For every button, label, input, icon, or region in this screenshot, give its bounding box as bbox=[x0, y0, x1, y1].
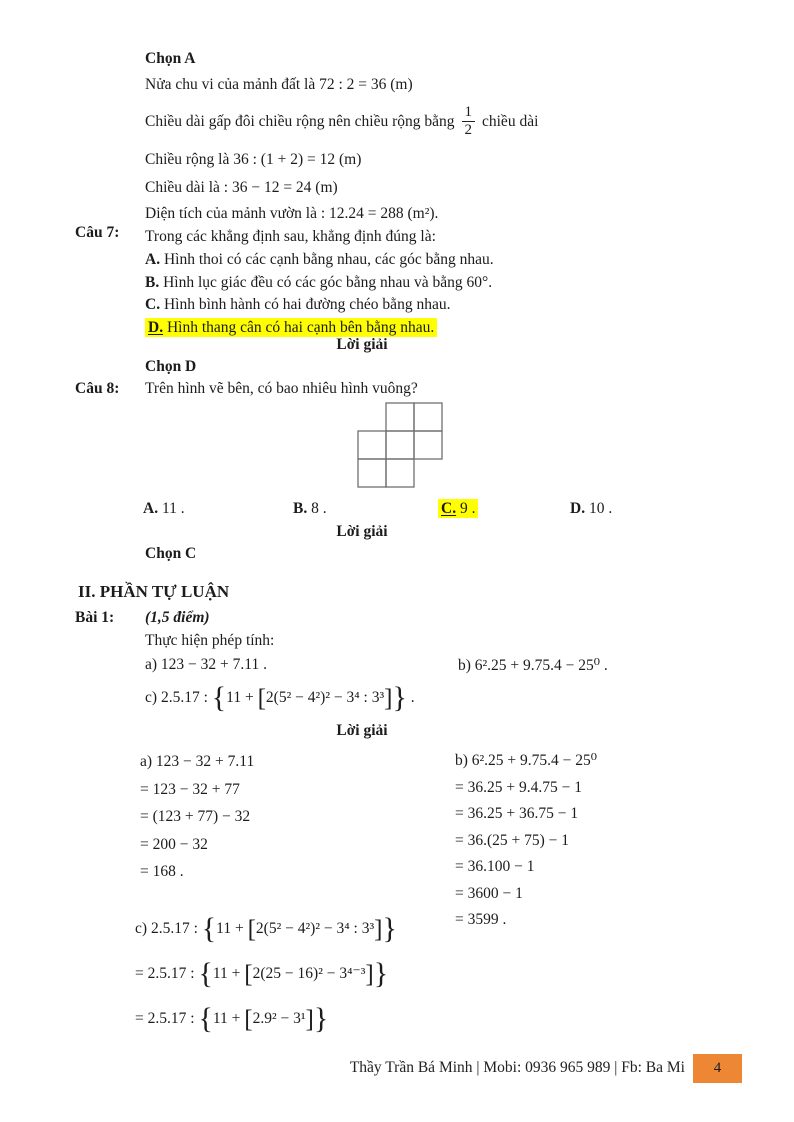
q6-solution-line-5: Diện tích của mảnh vườn là : 12.24 = 288 (m²). bbox=[145, 205, 439, 222]
q8-option-b bbox=[293, 500, 327, 518]
q8-options-row bbox=[0, 500, 794, 524]
option-text: Hình thang cân có hai cạnh bên bằng nhau. bbox=[166, 319, 435, 337]
math-line: = 123 − 32 + 77 bbox=[140, 780, 240, 798]
loi-giai-heading: Lời giải bbox=[336, 523, 388, 540]
fraction-line-after: chiều dài bbox=[482, 112, 539, 130]
solution-a-column bbox=[140, 748, 254, 886]
math-line: = 2.5.17 : {11 + [2(25 − 16)² − 3⁴⁻³]} bbox=[135, 957, 389, 990]
q8-option-d bbox=[570, 500, 612, 518]
loi-giai-heading: Lời giải bbox=[336, 336, 388, 353]
solution-b-column bbox=[455, 748, 597, 934]
q6-solution-line-4: Chiều dài là : 36 − 12 = 24 (m) bbox=[145, 179, 338, 196]
page-number-badge: 4 bbox=[693, 1054, 742, 1083]
squares-figure bbox=[357, 402, 443, 493]
exercise-1-points: (1,5 điểm) bbox=[145, 609, 210, 626]
option-letter: C. bbox=[145, 296, 161, 314]
q7-option-b bbox=[145, 272, 735, 295]
exercise-part-b: b) 6².25 + 9.75.4 − 25⁰ . bbox=[458, 657, 608, 674]
option-text: 9 . bbox=[459, 500, 476, 517]
math-line: b) 6².25 + 9.75.4 − 25⁰ bbox=[455, 752, 598, 769]
math-line: = (123 + 77) − 32 bbox=[140, 808, 251, 825]
q6-solution-line-3: Chiều rộng là 36 : (1 + 2) = 12 (m) bbox=[145, 151, 362, 168]
q6-solution-block bbox=[145, 46, 538, 226]
math-line: = 36.100 − 1 bbox=[455, 858, 535, 875]
math-line: = 2.5.17 : {11 + [2.9² − 3¹]} bbox=[135, 1002, 329, 1035]
q7-chosen-answer: Chọn D bbox=[145, 358, 197, 375]
q8-question: Trên hình vẽ bên, có bao nhiêu hình vuông? bbox=[145, 380, 418, 397]
option-text: 11 . bbox=[161, 500, 185, 517]
squares-figure-svg bbox=[357, 402, 443, 488]
q7-option-a bbox=[145, 249, 735, 272]
fraction-denominator: 2 bbox=[464, 122, 472, 138]
footer-text: Thầy Trần Bá Minh | Mobi: 0936 965 989 | Fb: Ba Mi bbox=[349, 1059, 685, 1076]
q8-option-c-correct bbox=[438, 500, 478, 518]
option-letter: B. bbox=[293, 500, 308, 517]
option-letter: D. bbox=[570, 500, 586, 517]
option-letter: A. bbox=[143, 500, 159, 517]
q6-chosen-answer: Chọn A bbox=[145, 50, 196, 67]
option-text: Hình bình hành có hai đường chéo bằng nhau. bbox=[163, 296, 451, 314]
section-2-heading: II. PHẦN TỰ LUẬN bbox=[78, 582, 230, 601]
highlight-answer bbox=[438, 499, 478, 518]
q8-chosen-answer: Chọn C bbox=[145, 545, 197, 562]
math-line: = 36.(25 + 75) − 1 bbox=[455, 831, 570, 849]
math-line: c) 2.5.17 : {11 + [2(5² − 4²)² − 3⁴ : 3³]} bbox=[135, 912, 397, 945]
q8-label: Câu 8: bbox=[75, 380, 120, 397]
math-line: = 3600 − 1 bbox=[455, 884, 523, 902]
highlight-answer bbox=[145, 318, 437, 337]
math-line: = 36.25 + 36.75 − 1 bbox=[455, 805, 579, 822]
option-letter: D. bbox=[148, 319, 164, 337]
exercise-part-c: c) 2.5.17 : {11 + [2(5² − 4²)² − 3⁴ : 3³]} . bbox=[145, 681, 415, 714]
loi-giai-heading: Lời giải bbox=[336, 722, 388, 739]
math-line: = 3599 . bbox=[455, 911, 507, 928]
math-line: a) 123 − 32 + 7.11 bbox=[140, 753, 255, 770]
q6-solution-line-1: Nửa chu vi của mảnh đất là 72 : 2 = 36 (m) bbox=[145, 76, 413, 93]
exercise-part-a: a) 123 − 32 + 7.11 . bbox=[145, 656, 267, 673]
exercise-1-label: Bài 1: bbox=[75, 609, 115, 626]
exercise-1-instruction: Thực hiện phép tính: bbox=[145, 632, 275, 649]
fraction-numerator: 1 bbox=[462, 104, 476, 122]
fraction-line-before: Chiều dài gấp đôi chiều rộng nên chiều rộng bằng bbox=[145, 112, 455, 130]
q7-block bbox=[145, 224, 735, 340]
math-line: = 168 . bbox=[140, 863, 184, 880]
q7-label: Câu 7: bbox=[75, 224, 120, 241]
option-text: Hình thoi có các cạnh bằng nhau, các góc bằng nhau. bbox=[163, 251, 494, 268]
fraction-one-half bbox=[462, 104, 476, 139]
option-text: 10 . bbox=[588, 500, 613, 517]
option-letter: C. bbox=[441, 500, 457, 517]
math-line: = 36.25 + 9.4.75 − 1 bbox=[455, 778, 582, 796]
math-line: = 200 − 32 bbox=[140, 835, 208, 853]
option-letter: A. bbox=[145, 251, 161, 268]
q6-solution-line-2 bbox=[145, 98, 538, 145]
option-text: 8 . bbox=[311, 500, 327, 517]
option-letter: B. bbox=[145, 273, 160, 291]
q8-option-a bbox=[143, 500, 185, 518]
q7-option-c bbox=[145, 294, 735, 317]
solution-c-block bbox=[135, 906, 397, 1041]
q7-question: Trong các khẳng định sau, khẳng định đúng là: bbox=[145, 228, 436, 245]
option-text: Hình lục giác đều có các góc bằng nhau và bằng 60°. bbox=[163, 273, 493, 291]
